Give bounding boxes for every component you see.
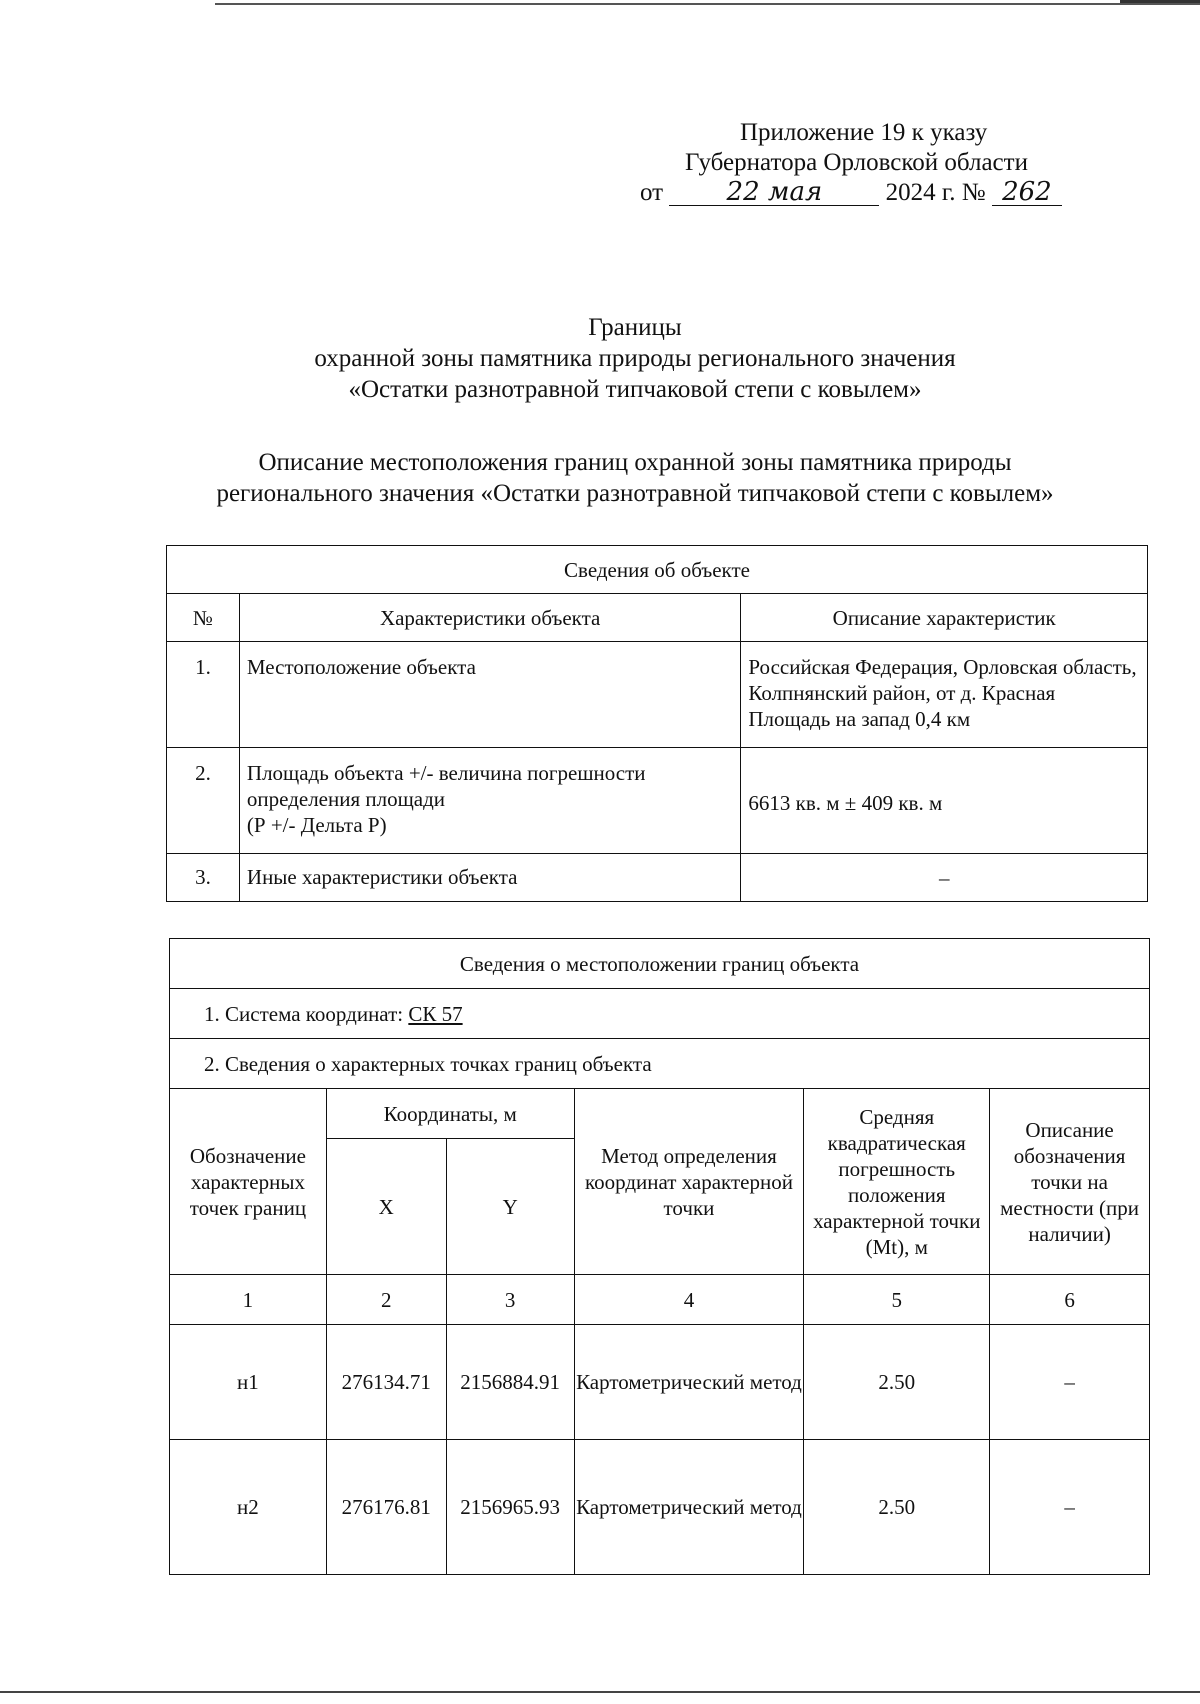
scan-edge-bottom xyxy=(0,1691,1200,1693)
title-line-1: Границы xyxy=(588,314,682,341)
point-method: Картометрический метод xyxy=(574,1325,804,1440)
appendix-line-1: Приложение 19 к указу xyxy=(740,119,988,146)
coordinate-system-value: СК 57 xyxy=(408,1001,463,1026)
row-description: Российская Федерация, Орловская область, Колпнянский район, от д. Красная Площадь на запад 0,4 км xyxy=(741,642,1148,748)
document-subtitle xyxy=(160,447,1110,509)
year-number-label: 2024 г. № xyxy=(885,179,986,206)
header-method: Метод определения координат характерной точки xyxy=(574,1089,804,1275)
row-number: 1. xyxy=(167,642,240,748)
row-description: – xyxy=(741,854,1148,902)
characteristic-line: (Р +/- Дельта Р) xyxy=(246,813,387,837)
coordinate-system-label: 1. Система координат: xyxy=(204,1001,404,1026)
scan-edge-top xyxy=(215,3,1200,5)
document-title xyxy=(160,312,1110,405)
table-caption-row xyxy=(170,939,1150,989)
point-x: 276134.71 xyxy=(326,1325,446,1440)
point-designation: н1 xyxy=(170,1325,327,1440)
header-y: Y xyxy=(446,1139,574,1275)
title-line-3: «Остатки разнотравной типчаковой степи с ковылем» xyxy=(348,376,922,403)
row-characteristic: Местоположение объекта xyxy=(239,642,740,748)
header-designation: Обозначение характерных точек границ xyxy=(170,1089,327,1275)
column-number: 4 xyxy=(574,1275,804,1325)
handwritten-date: 22 мая xyxy=(669,179,879,206)
point-description: – xyxy=(990,1440,1150,1575)
table-row xyxy=(170,1440,1150,1575)
table-row xyxy=(167,748,1148,854)
table-row xyxy=(167,854,1148,902)
appendix-line-2: Губернатора Орловской области xyxy=(685,149,1028,176)
header-error: Средняя квадратическая погрешность положения характерной точки (Mt), м xyxy=(804,1089,990,1275)
table-caption-row xyxy=(167,546,1148,594)
row-number: 2. xyxy=(167,748,240,854)
header-number: № xyxy=(167,594,240,642)
table-row xyxy=(167,642,1148,748)
header-point-description: Описание обозначения точки на местности (при наличии) xyxy=(990,1089,1150,1275)
points-section-title: 2. Сведения о характерных точках границ объекта xyxy=(170,1039,1150,1089)
characteristic-line: определения площади xyxy=(246,787,446,811)
row-characteristic xyxy=(239,748,740,854)
point-designation: н2 xyxy=(170,1440,327,1575)
point-method: Картометрический метод xyxy=(574,1440,804,1575)
point-x: 276176.81 xyxy=(326,1440,446,1575)
date-prefix: от xyxy=(640,179,664,206)
point-error: 2.50 xyxy=(804,1325,990,1440)
header-coordinates: Координаты, м xyxy=(326,1089,574,1139)
point-error: 2.50 xyxy=(804,1440,990,1575)
column-number-row xyxy=(170,1275,1150,1325)
appendix-date-line xyxy=(640,178,1070,208)
boundary-table-caption: Сведения о местоположении границ объекта xyxy=(170,939,1150,989)
row-number: 3. xyxy=(167,854,240,902)
header-description: Описание характеристик xyxy=(741,594,1148,642)
column-number: 5 xyxy=(804,1275,990,1325)
scan-edge-top-right xyxy=(1120,0,1200,3)
point-y: 2156884.91 xyxy=(446,1325,574,1440)
table-header-row xyxy=(167,594,1148,642)
coordinate-system-row xyxy=(170,989,1150,1039)
handwritten-number: 262 xyxy=(992,179,1062,206)
row-characteristic: Иные характеристики объекта xyxy=(239,854,740,902)
boundary-table xyxy=(169,938,1150,1575)
table-header-row xyxy=(170,1089,1150,1139)
appendix-header xyxy=(640,118,1070,208)
row-description: 6613 кв. м ± 409 кв. м xyxy=(741,748,1148,854)
object-info-table xyxy=(166,545,1148,902)
header-characteristic: Характеристики объекта xyxy=(239,594,740,642)
subtitle-line-1: Описание местоположения границ охранной зоны памятника природы xyxy=(258,449,1012,476)
points-section-row xyxy=(170,1039,1150,1089)
column-number: 1 xyxy=(170,1275,327,1325)
coordinate-system xyxy=(170,989,1150,1039)
title-line-2: охранной зоны памятника природы регионального значения xyxy=(314,345,956,372)
column-number: 6 xyxy=(990,1275,1150,1325)
object-table-caption: Сведения об объекте xyxy=(167,546,1148,594)
column-number: 2 xyxy=(326,1275,446,1325)
header-x: X xyxy=(326,1139,446,1275)
point-description: – xyxy=(990,1325,1150,1440)
characteristic-line: Площадь объекта +/- величина погрешности xyxy=(246,761,646,785)
table-row xyxy=(170,1325,1150,1440)
point-y: 2156965.93 xyxy=(446,1440,574,1575)
column-number: 3 xyxy=(446,1275,574,1325)
subtitle-line-2: регионального значения «Остатки разнотравной типчаковой степи с ковылем» xyxy=(216,480,1054,507)
